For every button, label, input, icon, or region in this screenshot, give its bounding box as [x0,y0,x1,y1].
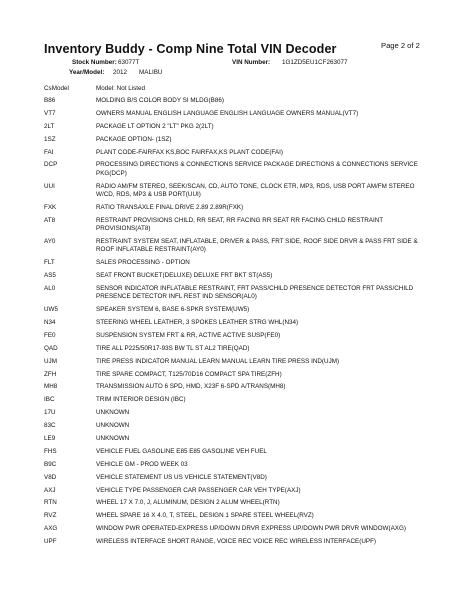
option-code: VT7 [44,109,56,117]
option-description: VEHICLE FUEL GASOLINE E85 E85 GASOLINE VEH FUEL [96,447,267,455]
option-code: 2LT [44,122,55,130]
option-code: UJM [44,357,57,365]
list-item [44,448,424,456]
option-code: V8D [44,473,57,481]
list-item [44,422,424,430]
list-item [44,358,424,366]
option-description: PROCESSING DIRECTIONS & CONNECTIONS SERVICE PACKAGE DIRECTIONS & CONNECTIONS SERVICE PKG(DCP) [96,161,418,177]
option-code: LE9 [44,434,56,442]
option-code: FE0 [44,331,56,339]
option-description: MOLDING B/S COLOR BODY SI MLDG(B86) [96,97,224,104]
list-item [44,319,424,327]
list-item [44,435,424,443]
list-item [44,285,424,302]
list-item [44,487,424,495]
option-code: N34 [44,318,56,326]
column-header-code: CsModel [44,85,69,92]
option-description: TIRE SPARE COMPACT, T125/70D16 COMPACT SPA TIRE(ZFH) [96,370,282,378]
stock-number-label: Stock Number: [72,59,117,66]
option-description: VEHICLE TYPE PASSENGER CAR PASSENGER CAR VEH TYPE(AXJ) [96,486,301,494]
option-code: MH8 [44,383,58,391]
list-item [44,461,424,469]
list-item [44,538,424,546]
option-description: SEAT FRONT BUCKET(DELUXE) DELUXE FRT BKT ST(AS5) [96,271,273,279]
list-item [44,332,424,340]
option-code: IBC [44,396,55,404]
list-item [44,306,424,314]
option-description: WINDOW PWR OPERATED-EXPRESS UP/DOWN DRVR EXPRESS UP/DOWN PWR DRVR WINDOW(AXG) [96,525,406,533]
option-description: TIRE ALL P225/50R17-93S BW TL ST AL2 TIRE(QAD) [96,344,250,352]
page-number: Page 2 of 2 [381,41,420,50]
option-description: UNKNOWN [96,434,130,442]
report-title: Inventory Buddy - Comp Nine Total VIN Decoder [44,42,337,56]
year-model-label: Year/Model: [69,69,105,76]
option-code: B86 [44,97,56,104]
vin-value: 1G1ZD5EU1CF263077 [282,59,348,66]
list-item [44,383,424,391]
list-item [44,149,424,157]
list-item [44,259,424,267]
list-item [44,345,424,353]
option-description: SUSPENSION SYSTEM FRT & RR, ACTIVE ACTIVE SUSP(FE0) [96,331,281,339]
list-item [44,217,424,234]
option-code: FLT [44,259,55,267]
option-code: B9C [44,460,57,468]
option-code: ZFH [44,370,57,378]
option-code: UUI [44,182,55,190]
list-item [44,512,424,520]
option-description: UNKNOWN [96,409,130,417]
option-code: FAI [44,148,54,156]
option-code: FXK [44,203,57,211]
list-item [44,110,424,118]
vin-label: VIN Number: [232,59,271,66]
option-description: PLANT CODE-FAIRFAX KS,BOC FAIRFAX,KS PLANT CODE(FAI) [96,148,283,156]
year-value: 2012 [113,69,128,76]
option-code: 83C [44,422,56,430]
option-description: TRANSMISSION AUTO 6 SPD, HMD, X23F 6-SPD A/TRANS(MH8) [96,383,286,391]
option-code: DCP [44,161,58,169]
option-code: AL0 [44,284,56,292]
list-item [44,183,424,200]
option-description: STEERING WHEEL LEATHER, 3 SPOKES LEATHER STRG WHL(N34) [96,318,299,326]
option-description: PACKAGE LT OPTION 2 "LT" PKG 2(2LT) [96,122,214,130]
option-description: WHEEL SPARE 16 X 4.0, T, STEEL, DESIGN 1 SPARE STEEL WHEEL(RVZ) [96,512,314,520]
option-code: FHS [44,447,57,455]
option-code: RTN [44,499,57,507]
option-description: VEHICLE STATEMENT US US VEHICLE STATEMENT(V8D) [96,473,267,481]
option-description: WIRELESS INTERFACE SHORT RANGE, VOICE REC VOICE REC WIRELESS INTERFACE(UPF) [96,538,377,546]
option-code-list [44,97,424,551]
list-item [44,409,424,417]
list-item [44,474,424,482]
option-code: RVZ [44,512,57,520]
option-code: AS5 [44,271,56,279]
option-description: SALES PROCESSING - OPTION [96,259,190,267]
option-code: UPF [44,538,57,546]
option-description: TRIM INTERIOR DESIGN (IBC) [96,396,186,404]
option-description: VEHICLE GM - PROD WEEK 03 [96,460,188,468]
option-description: UNKNOWN [96,422,130,430]
option-description: SPEAKER SYSTEM 6, BASE 6-SPKR SYSTEM(UW5) [96,306,250,314]
option-description: RESTRAINT SYSTEM SEAT, INFLATABLE, DRIVER & PASS, FRT SIDE, ROOF SIDE DRVR & PASS FRT SIDE & ROOF INFLATABLE RESTRAINT(AY0) [96,237,418,254]
option-code: 17U [44,409,56,417]
list-item [44,238,424,255]
column-header-description: Model: Not Listed [96,85,146,92]
option-code: UW5 [44,306,58,314]
list-item [44,136,424,144]
option-description: PACKAGE OPTION- (1SZ) [96,135,172,143]
option-code: AXG [44,525,58,533]
list-item [44,272,424,280]
list-item [44,123,424,131]
stock-number-value: 63077T [118,59,140,66]
option-description: OWNERS MANUAL ENGLISH LANGUAGE ENGLISH LANGUAGE OWNERS MANUAL(VT7) [96,109,359,117]
list-item [44,525,424,533]
list-item [44,499,424,507]
list-item [44,204,424,212]
option-description: RATIO TRANSAXLE FINAL DRIVE 2.89 2.89R(FXK) [96,203,244,211]
model-value: MALIBU [139,69,163,76]
option-description: TIRE PRESS INDICATOR MANUAL LEARN MANUAL LEARN TIRE PRESS IND(UJM) [96,357,340,365]
option-code: AXJ [44,486,56,494]
option-code: AT8 [44,216,56,224]
option-description: SENSOR INDICATOR INFLATABLE RESTRAINT, FRT PASS/CHILD PRESENCE DETECTOR FRT PASS/CHILD PRESENCE DETECTOR INFL REST IND SENSOR(AL0) [96,284,414,301]
option-code: AY0 [44,237,56,245]
option-description: RADIO AM/FM STEREO, SEEK/SCAN, CD, AUTO TONE, CLOCK ETR, MP3, RDS, USB PORT AM/FM STEREO W/CD, RDS, MP3 & USB PORT(UUI) [96,182,415,198]
option-code: 1SZ [44,135,56,143]
list-item [44,97,424,105]
option-description: RESTRAINT PROVISIONS CHILD, RR SEAT, RR FACING RR SEAT RR FACING CHILD RESTRAINT PROVISIONS(AT8) [96,216,384,233]
list-item [44,371,424,379]
list-item [44,396,424,404]
option-code: QAD [44,344,58,352]
option-description: WHEEL 17 X 7.0, J, ALUMINUM, DESIGN 2 ALUM WHEEL(RTN) [96,499,280,507]
list-item [44,161,424,178]
